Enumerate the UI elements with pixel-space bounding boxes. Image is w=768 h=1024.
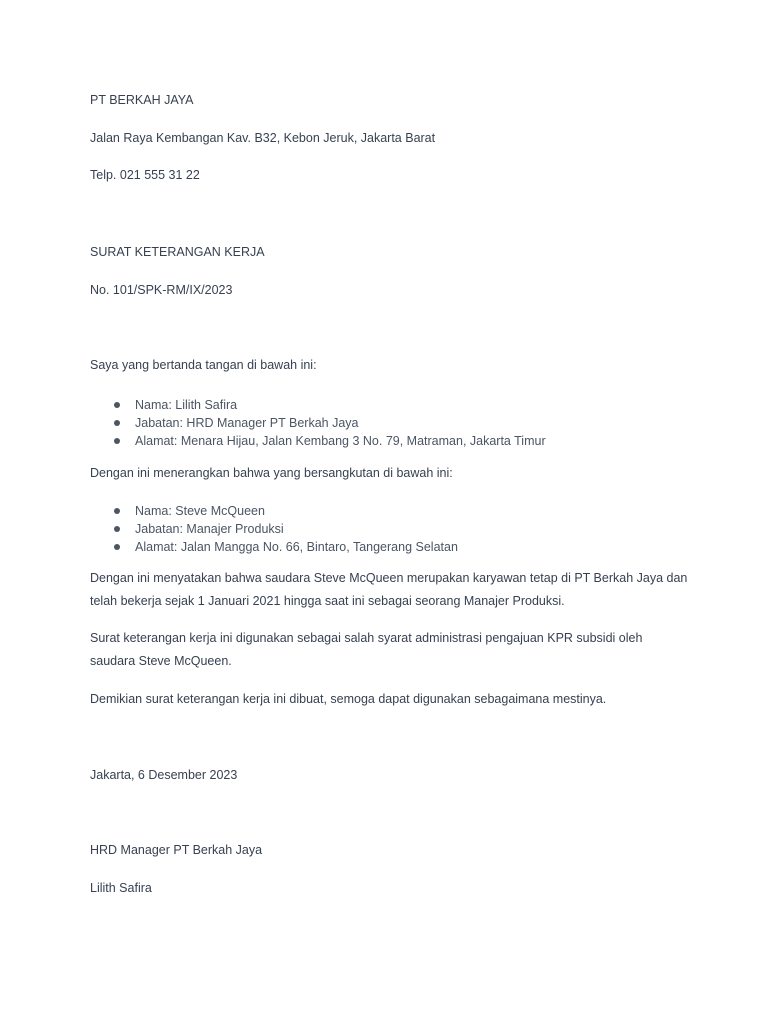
employee-details-list (90, 502, 458, 556)
bullet-icon (114, 402, 120, 408)
signer-name: Lilith Safira (90, 881, 152, 895)
place-date: Jakarta, 6 Desember 2023 (90, 768, 238, 782)
closing-text: Demikian surat keterangan kerja ini dibuat, semoga dapat digunakan sebagaimana mestinya. (90, 692, 607, 706)
letter-title: SURAT KETERANGAN KERJA (90, 245, 265, 259)
bullet-icon (114, 526, 120, 532)
list-item: Nama: Lilith Safira (90, 396, 546, 414)
company-name: PT BERKAH JAYA (90, 93, 194, 107)
statement-intro: Dengan ini menerangkan bahwa yang bersangkutan di bawah ini: (90, 466, 453, 480)
company-phone: Telp. 021 555 31 22 (90, 168, 200, 182)
purpose-paragraph: Surat keterangan kerja ini digunakan sebagai salah syarat administrasi pengajuan KPR subsidi oleh saudara Steve McQueen. (90, 631, 643, 668)
bullet-icon (114, 508, 120, 514)
intro-text: Saya yang bertanda tangan di bawah ini: (90, 358, 317, 372)
list-item: Nama: Steve McQueen (90, 502, 458, 520)
letter-number: No. 101/SPK-RM/IX/2023 (90, 283, 233, 297)
list-item: Alamat: Jalan Mangga No. 66, Bintaro, Tangerang Selatan (90, 538, 458, 556)
list-item: Jabatan: HRD Manager PT Berkah Jaya (90, 414, 546, 432)
signer-position: HRD Manager PT Berkah Jaya (90, 843, 263, 857)
statement-paragraph: Dengan ini menyatakan bahwa saudara Steve McQueen merupakan karyawan tetap di PT Berkah Jaya dan telah bekerja sejak 1 Januari 2021 hingga saat ini sebagai seorang Manajer Produksi. (90, 571, 688, 608)
bullet-icon (114, 420, 120, 426)
bullet-icon (114, 544, 120, 550)
list-item: Jabatan: Manajer Produksi (90, 520, 458, 538)
bullet-icon (114, 438, 120, 444)
company-address: Jalan Raya Kembangan Kav. B32, Kebon Jeruk, Jakarta Barat (90, 131, 436, 145)
signer-details-list (90, 396, 546, 450)
list-item: Alamat: Menara Hijau, Jalan Kembang 3 No. 79, Matraman, Jakarta Timur (90, 432, 546, 450)
